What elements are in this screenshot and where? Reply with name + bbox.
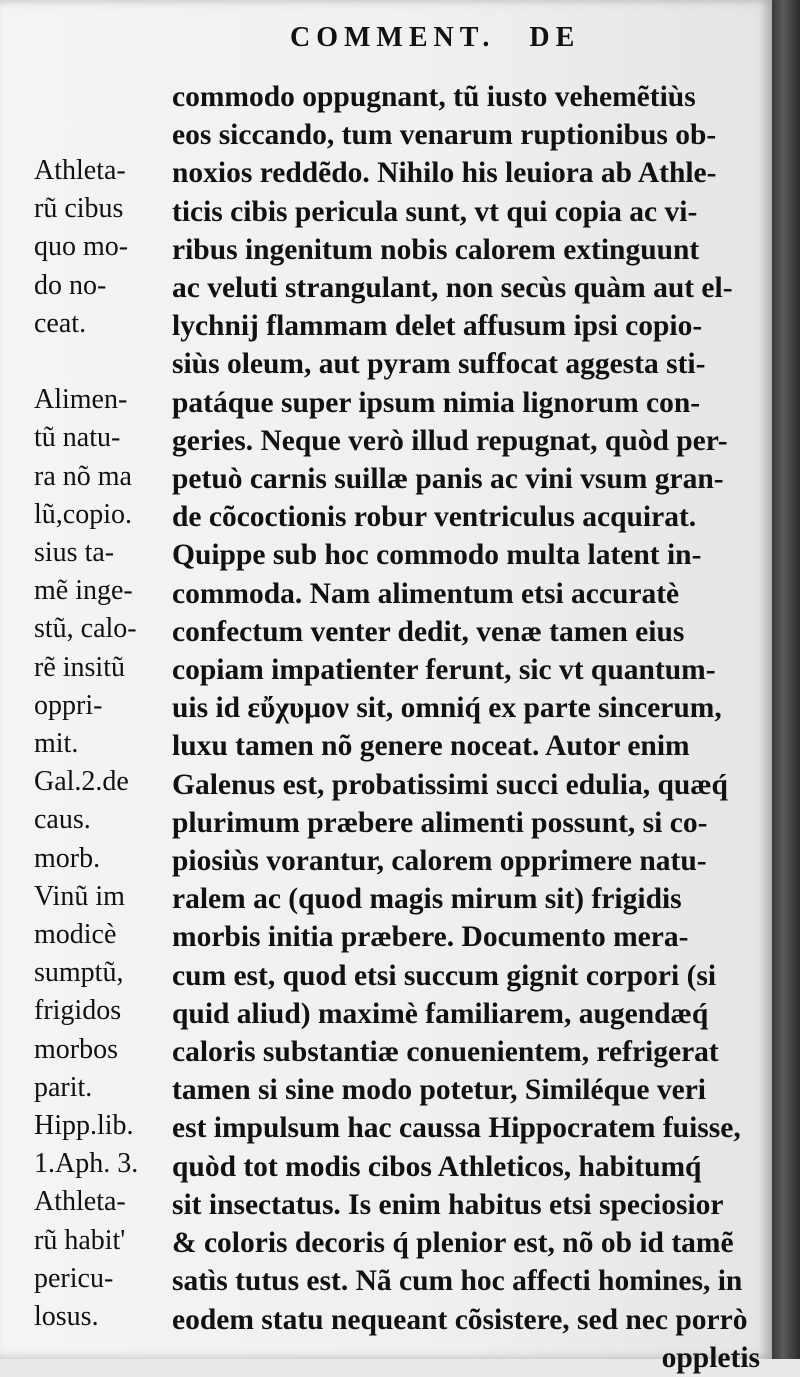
margin-note: caus.: [34, 804, 91, 836]
margin-note: modicè: [34, 919, 117, 951]
text-line: eodem statu nequeant cõsistere, sed nec porrò: [172, 1303, 748, 1336]
text-line: siùs oleum, aut pyram suffocat aggesta sti-: [172, 348, 706, 381]
book-gutter: [772, 0, 800, 1359]
text-line: luxu tamen nõ genere noceat. Autor enim: [172, 730, 690, 763]
margin-note: 1.Aph. 3.: [34, 1148, 139, 1180]
text-line: morbis initia præbere. Documento mera-: [172, 921, 689, 954]
main-text-block: [172, 78, 768, 1377]
margin-note: morbos: [34, 1033, 118, 1065]
text-line: de cõcoctionis robur ventriculus acquirat.: [172, 501, 697, 534]
margin-note: rũ habit': [34, 1224, 126, 1256]
text-line: caloris substantiæ conuenientem, refrigerat: [172, 1036, 719, 1069]
running-header: [290, 22, 580, 54]
margin-note: sumptũ,: [34, 957, 124, 989]
header-word-de: DE: [529, 22, 581, 53]
text-line: patáque super ipsum nimia lignorum con-: [172, 386, 701, 419]
margin-note: oppri-: [34, 689, 103, 721]
text-line: commoda. Nam alimentum etsi accuratè: [172, 577, 680, 610]
text-line: satìs tutus est. Nã cum hoc affecti homines, in: [172, 1265, 743, 1298]
text-line: Galenus est, probatissimi succi edulia, quæq́: [172, 768, 728, 801]
margin-note: do no-: [34, 269, 107, 301]
margin-note: tũ natu-: [34, 422, 121, 454]
text-line: ac veluti strangulant, non secùs quàm aut el-: [172, 272, 733, 305]
text-line: oppletis: [661, 1341, 760, 1374]
margin-note: morb.: [34, 842, 101, 874]
text-line: noxios reddẽdo. Nihilo his leuiora ab Athle-: [172, 157, 717, 190]
margin-note: losus.: [34, 1301, 99, 1333]
text-line: ribus ingenitum nobis calorem extinguunt: [172, 233, 700, 266]
margin-note: rũ cibus: [34, 193, 124, 225]
margin-note: [34, 343, 184, 381]
text-line: tamen si sine modo potetur, Similéque veri: [172, 1074, 706, 1107]
text-line: piosiùs vorantur, calorem opprimere natu-: [172, 845, 707, 878]
margin-note: sius ta-: [34, 537, 115, 569]
text-line: & coloris decoris q́ plenior est, nõ ob id tamẽ: [172, 1227, 734, 1260]
text-line: plurimum præbere alimenti possunt, si co-: [172, 806, 708, 839]
text-line: copiam impatienter ferunt, sic vt quantum-: [172, 654, 716, 687]
margin-note: stũ, calo-: [34, 613, 137, 645]
margin-note: quo mo-: [34, 231, 129, 263]
margin-notes-column: [34, 152, 184, 1336]
text-line: uis id εὔχυμον sit, omniq́ ex parte sincerum,: [172, 692, 722, 725]
margin-note: parit.: [34, 1071, 93, 1103]
margin-note: Gal.2.de: [34, 766, 129, 798]
text-line: quòd tot modis cibos Athleticos, habitumq́: [172, 1150, 702, 1183]
text-line: lychnij flammam delet affusum ipsi copio-: [172, 310, 703, 343]
margin-note: Alimen-: [34, 384, 128, 416]
text-line: geries. Neque verò illud repugnat, quòd per-: [172, 424, 728, 457]
margin-note: pericu-: [34, 1262, 114, 1294]
margin-note: Athleta-: [34, 1186, 126, 1218]
text-line: Quippe sub hoc commodo multa latent in-: [172, 539, 702, 572]
text-line: ticis cibis pericula sunt, vt qui copia ac vi-: [172, 195, 698, 228]
margin-note: rẽ insitũ: [34, 651, 125, 683]
text-line: est impulsum hac caussa Hippocratem fuisse,: [172, 1112, 741, 1145]
margin-note: ra nõ ma: [34, 460, 132, 492]
margin-note: mit.: [34, 728, 79, 760]
text-line: confectum venter dedit, venæ tamen eius: [172, 615, 685, 648]
margin-note: frigidos: [34, 995, 122, 1027]
text-line: cum est, quod etsi succum gignit corpori (si: [172, 959, 717, 992]
margin-note: Hipp.lib.: [34, 1110, 134, 1142]
text-line: quid aliud) maximè familiarem, augendæq́: [172, 997, 709, 1030]
margin-note: ceat.: [34, 307, 87, 339]
margin-note: Vinũ im: [34, 880, 125, 912]
margin-note: lũ,copio.: [34, 498, 132, 530]
text-line: ralem ac (quod magis mirum sit) frigidis: [172, 883, 682, 916]
text-line: petuò carnis suillæ panis ac vini vsum gran-: [172, 463, 724, 496]
header-word-comment: COMMENT.: [290, 22, 496, 53]
margin-note: Athleta-: [34, 155, 126, 186]
text-line: commodo oppugnant, tũ iusto vehemẽtiùs: [172, 81, 696, 113]
text-line: eos siccando, tum venarum ruptionibus ob-: [172, 119, 717, 152]
text-line: sit insectatus. Is enim habitus etsi speciosior: [172, 1188, 724, 1221]
margin-note: mẽ inge-: [34, 575, 133, 607]
